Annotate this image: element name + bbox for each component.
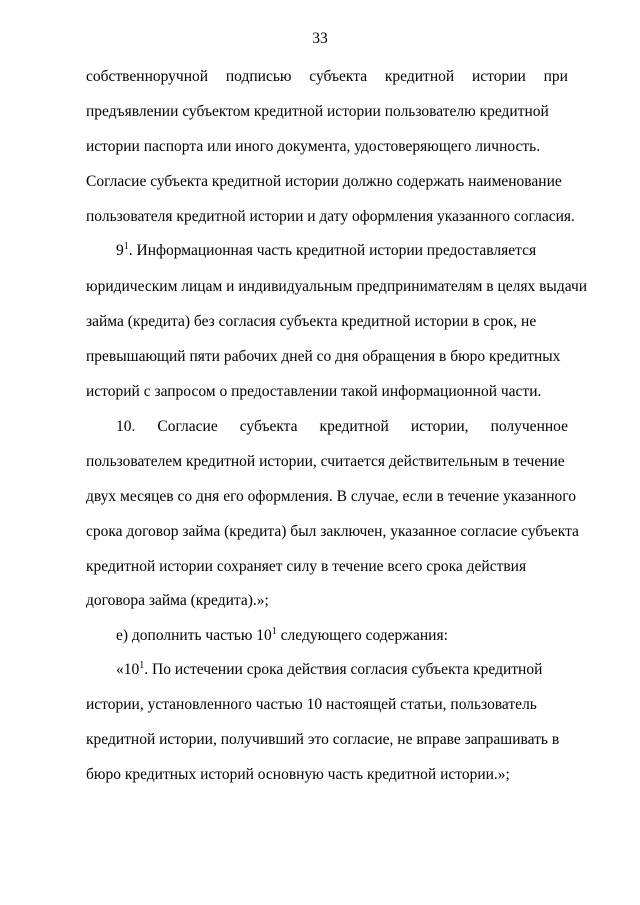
- word: кредитной: [384, 68, 455, 85]
- word: собственноручной: [86, 68, 209, 85]
- word: полученное: [490, 418, 568, 435]
- p3-line-3: двух месяцев со дня его оформления. В случае, если в течение указанного: [86, 488, 577, 505]
- text: . Информационная часть кредитной истории предоставляется: [128, 242, 537, 259]
- p1-line-4: Согласие субъекта кредитной истории должно содержать наименование: [86, 173, 562, 190]
- text: е) дополнить частью 10: [116, 627, 272, 644]
- p4-line-1: [116, 626, 568, 646]
- word: кредитной: [319, 418, 389, 435]
- p1-line-1: [86, 67, 568, 87]
- word: истории,: [410, 418, 469, 435]
- p1-line-3: истории паспорта или иного документа, удостоверяющего личность.: [86, 138, 541, 155]
- p3-line-2: пользователем кредитной истории, считается действительным в течение: [86, 453, 565, 470]
- p1-line-2: предъявлении субъектом кредитной истории пользователю кредитной: [86, 103, 549, 120]
- p2-line-3: займа (кредита) без согласия субъекта кредитной истории в срок, не: [86, 313, 537, 330]
- p5-line-1: [116, 660, 568, 680]
- item-number: 10.: [116, 418, 136, 435]
- item-number: 9: [116, 242, 124, 259]
- superscript: 1: [271, 626, 277, 637]
- p2-line-1: [116, 241, 568, 261]
- p2-line-5: историй с запросом о предоставлении такой информационной части.: [86, 383, 542, 400]
- text: следующего содержания:: [276, 627, 448, 644]
- page-number: 33: [312, 30, 328, 47]
- p1-line-5: пользователя кредитной истории и дату оформления указанного согласия.: [86, 208, 575, 225]
- p3-line-5: кредитной истории сохраняет силу в течение всего срока действия: [86, 558, 527, 575]
- word: субъекта: [309, 68, 368, 85]
- text: «10: [116, 661, 140, 678]
- word: при: [543, 68, 568, 85]
- p5-line-3: кредитной истории, получивший это согласие, не вправе запрашивать в: [86, 731, 560, 748]
- p3-line-4: срока договор займа (кредита) был заключен, указанное согласие субъекта: [86, 523, 579, 540]
- p5-line-4: бюро кредитных историй основную часть кредитной истории.»;: [86, 766, 510, 783]
- word: подписью: [225, 68, 292, 85]
- word: Согласие: [157, 418, 218, 435]
- p3-line-1: [116, 417, 568, 437]
- p3-line-6: договора займа (кредита).»;: [86, 592, 269, 609]
- superscript: 1: [123, 241, 129, 252]
- p2-line-4: превышающий пяти рабочих дней со дня обращения в бюро кредитных: [86, 348, 561, 365]
- text: . По истечении срока действия согласия субъекта кредитной: [144, 661, 543, 678]
- word: истории: [471, 68, 526, 85]
- p5-line-2: истории, установленного частью 10 настоящей статьи, пользователь: [86, 696, 537, 713]
- p2-line-2: юридическим лицам и индивидуальным предпринимателям в целях выдачи: [86, 278, 588, 295]
- superscript: 1: [139, 660, 145, 671]
- word: субъекта: [239, 418, 298, 435]
